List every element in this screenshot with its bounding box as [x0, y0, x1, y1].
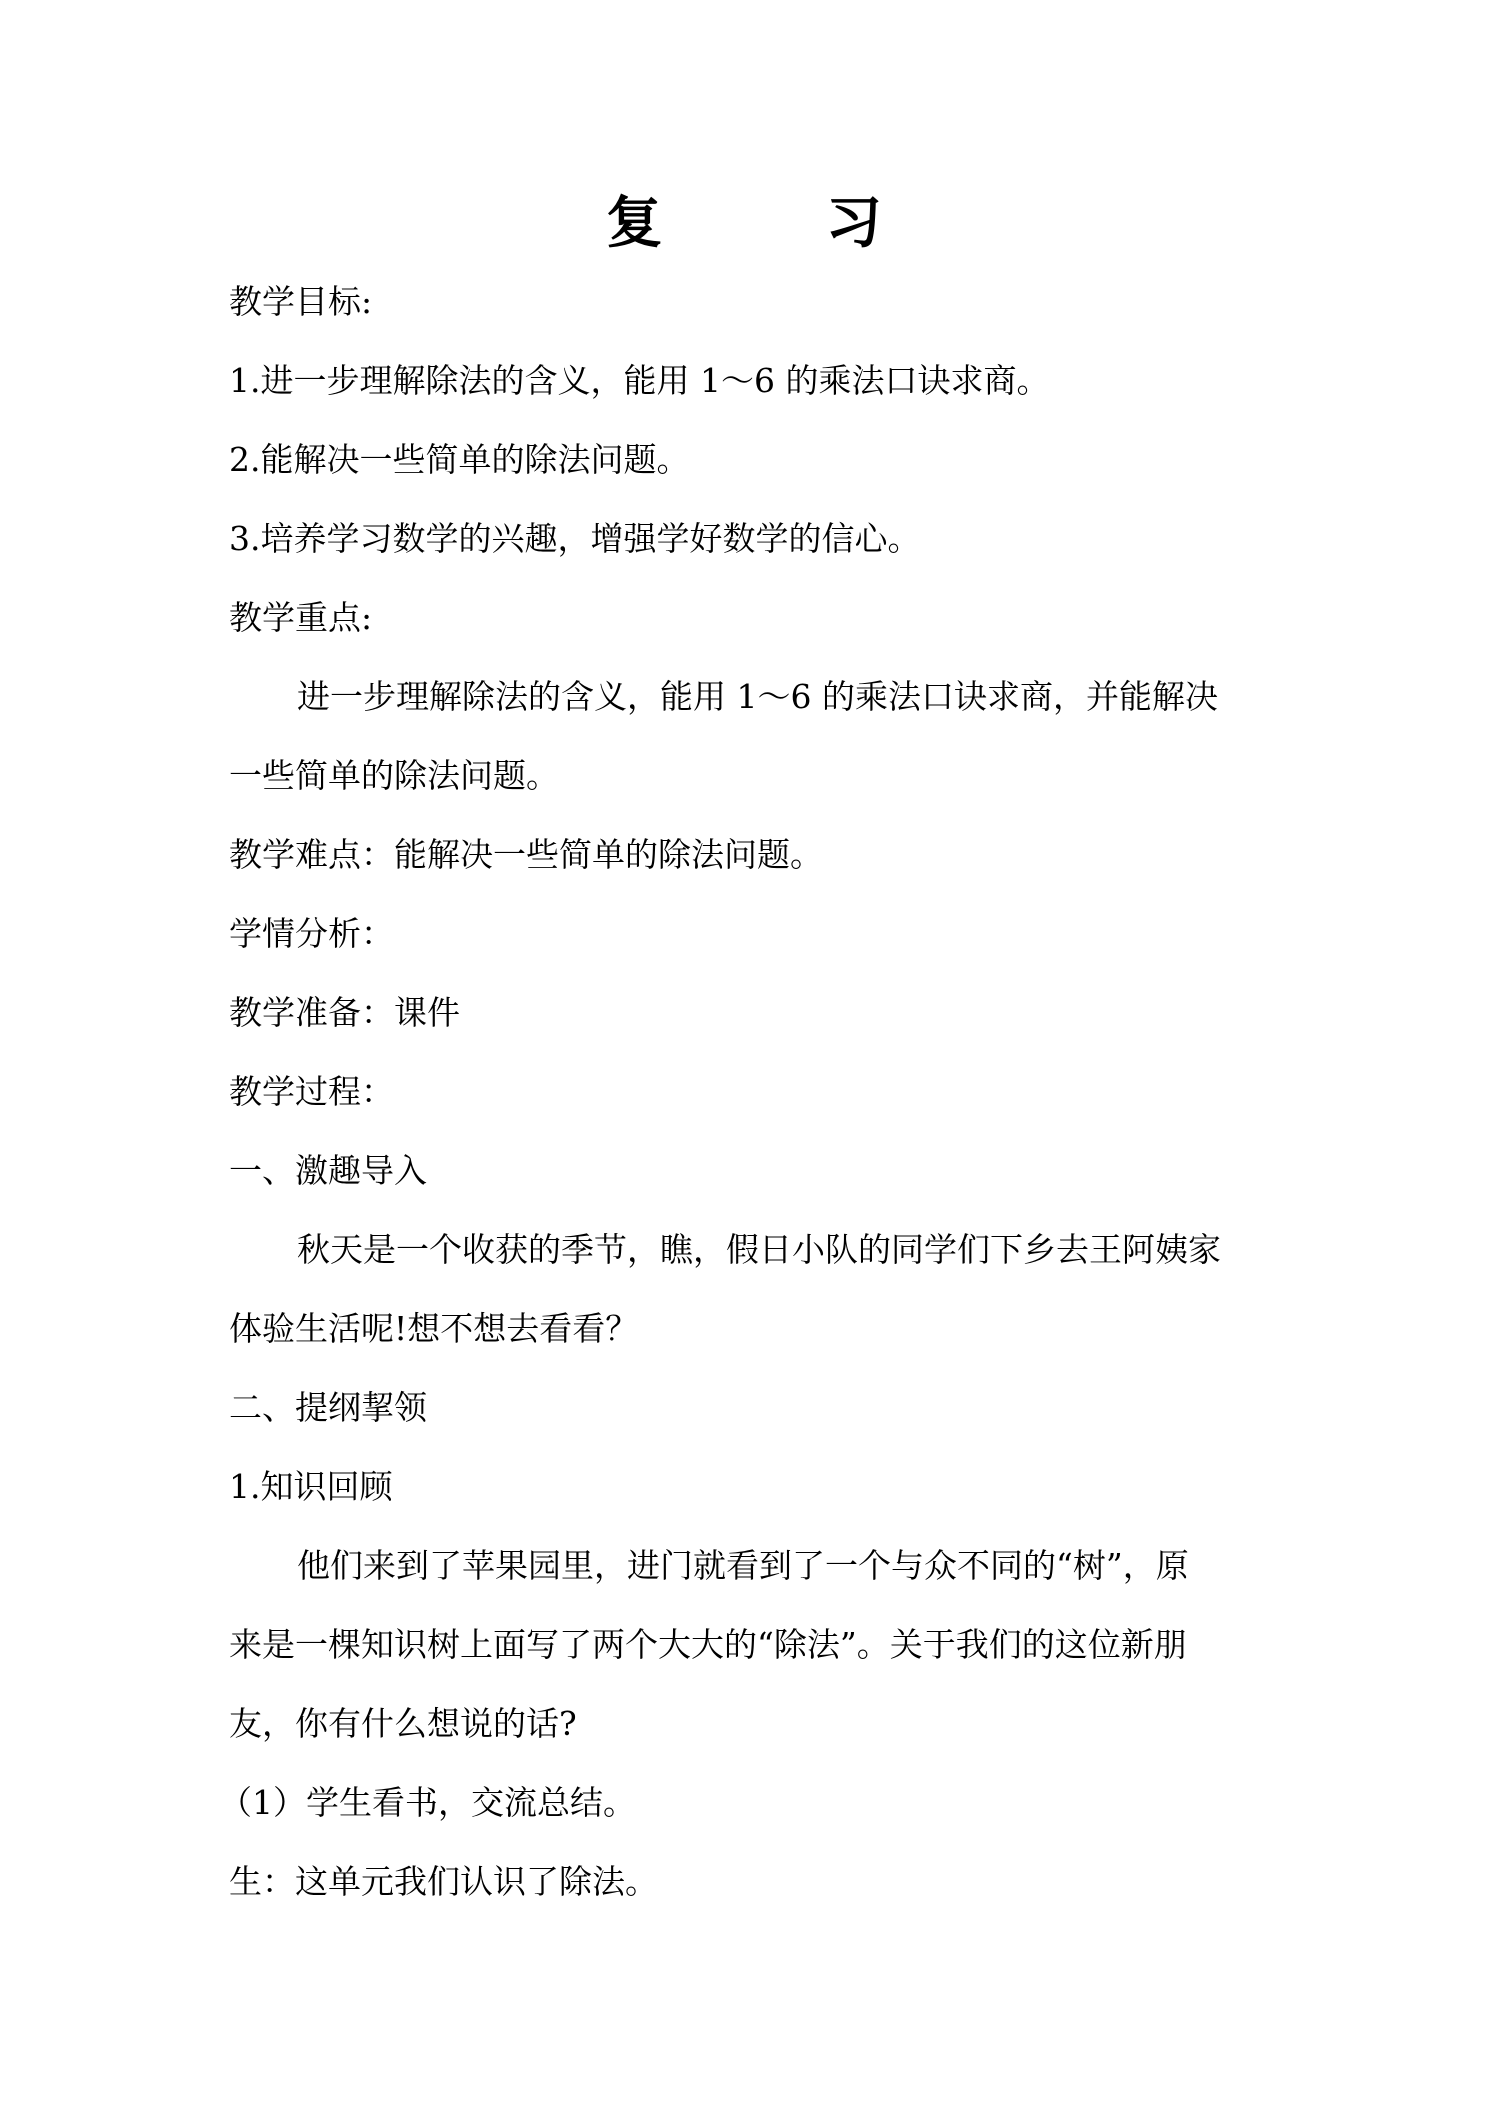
- difficulty-line: 教学难点：能解决一些简单的除法问题。: [229, 835, 823, 874]
- intro-paragraph-line-2: 体验生活呢!想不想去看看？: [229, 1309, 639, 1348]
- section-heading-process: 教学过程：: [229, 1072, 394, 1111]
- page-title: 复 习: [606, 190, 954, 256]
- key-points-paragraph-line-2: 一些简单的除法问题。: [229, 756, 559, 795]
- objective-item-2: 2.能解决一些简单的除法问题。: [229, 440, 690, 479]
- key-points-paragraph-line-1: 进一步理解除法的含义，能用 1～6 的乘法口诀求商，并能解决: [297, 677, 1218, 716]
- intro-paragraph-line-1: 秋天是一个收获的季节，瞧，假日小队的同学们下乡去王阿姨家: [297, 1230, 1221, 1269]
- section-heading-key-points: 教学重点:: [229, 598, 373, 637]
- objective-item-1: 1.进一步理解除法的含义，能用 1～6 的乘法口诀求商。: [229, 361, 1050, 400]
- section-heading-objectives: 教学目标:: [229, 282, 373, 321]
- student-response-line: 生：这单元我们认识了除法。: [229, 1862, 658, 1901]
- step-heading-1: 一、激趣导入: [229, 1151, 427, 1190]
- preparation-line: 教学准备：课件: [229, 993, 460, 1032]
- objective-item-3: 3.培养学习数学的兴趣，增强学好数学的信心。: [229, 519, 921, 558]
- sub-heading-review: 1.知识回顾: [229, 1467, 393, 1506]
- learner-analysis-line: 学情分析：: [229, 914, 394, 953]
- step-heading-2: 二、提纲挈领: [229, 1388, 427, 1427]
- review-paragraph-line-3: 友，你有什么想说的话?: [229, 1704, 577, 1743]
- activity-item-1: （1）学生看书，交流总结。: [219, 1783, 636, 1822]
- review-paragraph-line-1: 他们来到了苹果园里，进门就看到了一个与众不同的“树”，原: [297, 1546, 1189, 1585]
- review-paragraph-line-2: 来是一棵知识树上面写了两个大大的“除法”。关于我们的这位新朋: [229, 1625, 1187, 1664]
